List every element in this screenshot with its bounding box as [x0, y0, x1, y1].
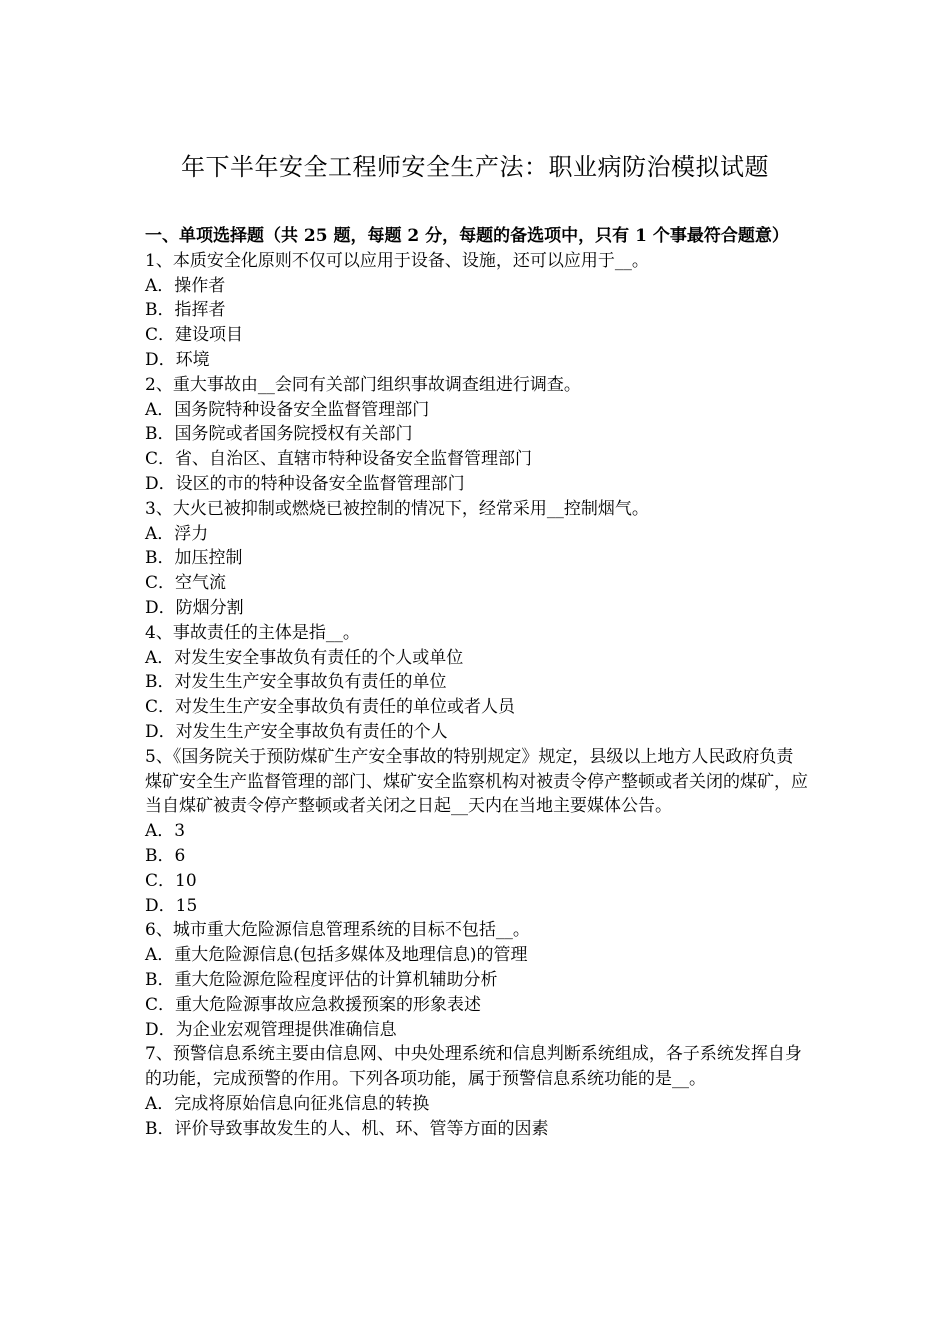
question-5 [145, 745, 810, 919]
question-3 [145, 497, 810, 621]
question-stem: 5、《国务院关于预防煤矿生产安全事故的特别规定》规定，县级以上地方人民政府负责煤矿安全生产监督管理的部门、煤矿安全监察机构对被责令停产整顿或者关闭的煤矿，应当自煤矿被责令停产整顿或者关闭之日起__天内在当地主要媒体公告。 [145, 746, 808, 817]
option-c: C．重大危险源事故应急救援预案的形象表述 [145, 994, 482, 1015]
option-b: B．指挥者 [145, 300, 226, 321]
option-d: D．15 [145, 895, 198, 916]
option-b: B．国务院或者国务院授权有关部门 [145, 424, 413, 445]
question-stem: 6、城市重大危险源信息管理系统的目标不包括__。 [145, 920, 530, 941]
document-title: 年下半年安全工程师安全生产法：职业病防治模拟试题 [181, 153, 769, 181]
question-stem: 2、重大事故由__会同有关部门组织事故调查组进行调查。 [145, 374, 581, 395]
option-b: B．重大危险源危险程度评估的计算机辅助分析 [145, 969, 498, 990]
option-d: D．防烟分割 [145, 597, 244, 618]
question-4 [145, 621, 810, 745]
question-1 [145, 249, 810, 373]
option-a: A．完成将原始信息向征兆信息的转换 [145, 1093, 430, 1114]
option-d: D．为企业宏观管理提供准确信息 [145, 1019, 397, 1040]
option-a: A．操作者 [145, 275, 226, 296]
question-stem: 1、本质安全化原则不仅可以应用于设备、设施，还可以应用于__。 [145, 250, 649, 271]
document-body [145, 224, 810, 1141]
option-b: B．对发生生产安全事故负有责任的单位 [145, 672, 447, 693]
question-2 [145, 373, 810, 497]
option-b: B．6 [145, 845, 186, 866]
option-c: C．对发生生产安全事故负有责任的单位或者人员 [145, 697, 516, 718]
option-c: C．建设项目 [145, 325, 244, 346]
option-c: C．空气流 [145, 573, 227, 594]
option-a: A．3 [145, 821, 186, 842]
option-c: C．10 [145, 870, 197, 891]
section-heading: 一、单项选择题（共 25 题，每题 2 分，每题的备选项中，只有 1 个事最符合题意） [145, 226, 789, 246]
question-stem: 7、预警信息系统主要由信息网、中央处理系统和信息判断系统组成，各子系统发挥自身的功能，完成预警的作用。下列各项功能，属于预警信息系统功能的是__。 [145, 1044, 802, 1090]
option-d: D．对发生生产安全事故负有责任的个人 [145, 721, 448, 742]
question-stem: 3、大火已被抑制或燃烧已被控制的情况下，经常采用__控制烟气。 [145, 498, 649, 519]
option-a: A．浮力 [145, 523, 209, 544]
question-6 [145, 918, 810, 1042]
option-a: A．国务院特种设备安全监督管理部门 [145, 399, 430, 420]
option-b: B．评价导致事故发生的人、机、环、管等方面的因素 [145, 1118, 549, 1139]
option-a: A．重大危险源信息(包括多媒体及地理信息)的管理 [145, 945, 528, 966]
option-d: D．设区的市的特种设备安全监督管理部门 [145, 473, 465, 494]
question-stem: 4、事故责任的主体是指__。 [145, 622, 360, 643]
option-b: B．加压控制 [145, 548, 243, 569]
option-a: A．对发生安全事故负有责任的个人或单位 [145, 647, 464, 668]
option-d: D．环境 [145, 349, 210, 370]
question-7 [145, 1042, 810, 1141]
option-c: C．省、自治区、直辖市特种设备安全监督管理部门 [145, 449, 533, 470]
